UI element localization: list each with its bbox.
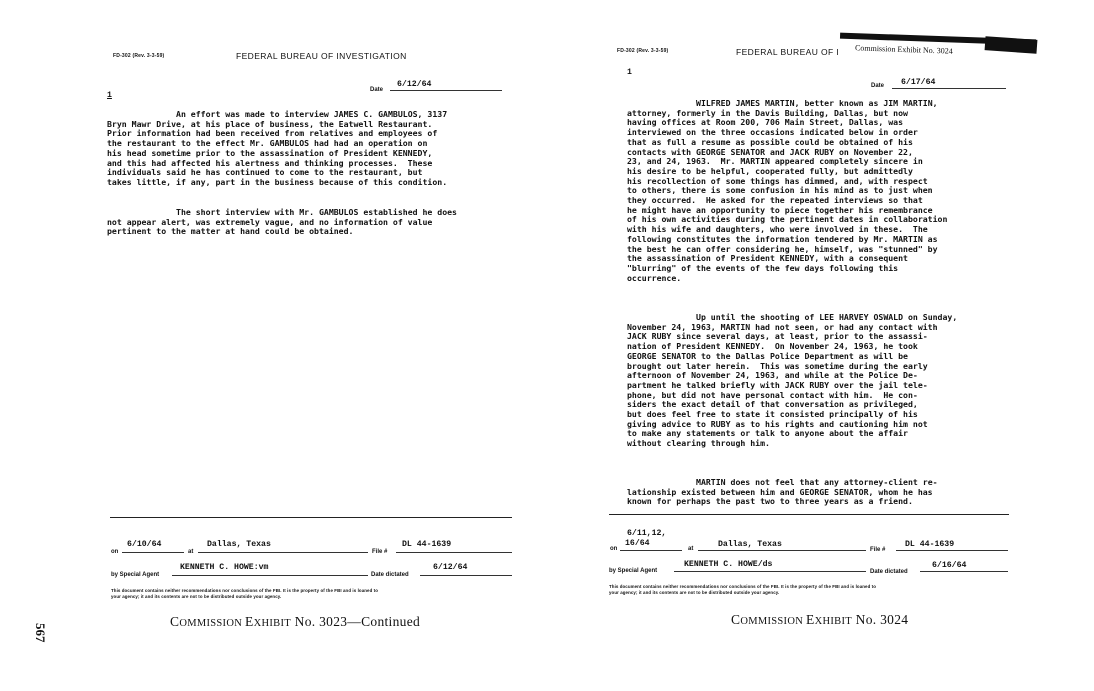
left-page-number: 1 [107,91,112,100]
left-on-underline [122,552,184,553]
left-date-label: Date [370,87,384,93]
right-file-number: DL 44-1639 [905,540,955,549]
left-at-label: at [188,549,194,555]
right-agent-name: KENNETH C. HOWE/ds [684,560,773,569]
left-dictated-label: Date dictated [371,572,409,578]
right-exhibit-caption [731,612,908,628]
right-caption-ommission: OMMISSION [740,616,807,627]
right-on-label: on [610,546,618,552]
right-agent-underline [674,571,866,572]
right-caption-c: C [731,612,741,627]
commission-exhibit-stamp: Commission Exhibit No. 3024 [854,43,953,56]
right-form-number: FD-302 (Rev. 3-3-59) [617,48,669,54]
left-form-number: FD-302 (Rev. 3-3-59) [113,53,165,59]
right-paragraph-3: MARTIN does not feel that any attorney-client re- lationship existed between him and GEORGE SENATOR, whom he has known for perhaps the past two to three years as a friend. [627,477,938,507]
left-agency-header: FEDERAL BUREAU OF INVESTIGATION [236,51,407,61]
left-paragraph-2: The short interview with Mr. GAMBULOS established he does not appear alert, was extremely vague, and no information of value pertinent to the matter at hand could be obtained. [107,207,457,237]
right-footer-rule [609,514,1009,515]
left-disclaimer: This document contains neither recommendations nor conclusions of the FBI. It is the property of the FBI and is loaned to your agency; it and its contents are not to be distributed outside your agency. [111,588,379,599]
left-caption-no: No. 3023—Continued [290,614,421,629]
left-caption-xhibit: XHIBIT [253,618,291,629]
left-caption-ommission: OMMISSION [179,618,246,629]
right-date-underline [892,88,1006,89]
right-on-underline [620,550,682,551]
right-dictated-underline [920,571,1008,572]
right-paragraph-1: WILFRED JAMES MARTIN, better known as JIM MARTIN, attorney, formerly in the Davis Building, Dallas, but now having offices at Room 200, 706 Main Street, Dallas, was interviewed on the three occasions indicated below in order that as full a resume as possible could be obtained of his contacts with GEORGE SENATOR and JACK RUBY on November 22, 23, and 24, 1963. Mr. MARTIN appeared completely sincere in his desire to be helpful, cooperated fully, but admittedly his recollection of some things has dimmed, and, with respect to others, there is some confusion in his mind as to just when they occurred. He asked for the repeated interviews so that he might have an opportunity to piece together his remembrance of his own activities during the pertinent dates in collaboration with his wife and daughters, who were involved in these. The following constitutes the information tendered by Mr. MARTIN as the best he can offer considering he, himself, was "stunned" by the assassination of President KENNEDY, with a consequent "blurring" of the events of the few days following this occurrence. [627,98,948,283]
stamp-bar-tail [985,36,1038,54]
left-date-underline [390,90,502,91]
left-file-underline [396,552,512,553]
right-on-date: 16/64 [625,539,650,548]
left-on-label: on [111,549,119,555]
left-caption-e: E [245,614,254,629]
right-location: Dallas, Texas [718,540,782,549]
right-location-underline [698,550,866,551]
left-dictated-underline [420,575,512,576]
left-date-value: 6/12/64 [397,80,432,89]
left-agent-underline [172,575,368,576]
right-disclaimer: This document contains neither recommendations nor conclusions of the FBI. It is the property of the FBI and is loaned to your agency; it and its contents are not to be distributed outside your agency. [609,584,877,595]
right-page-number: 1 [627,68,632,77]
left-file-number: DL 44-1639 [402,540,452,549]
right-paragraph-2: Up until the shooting of LEE HARVEY OSWALD on Sunday, November 24, 1963, MARTIN had not seen, or had any contact with JACK RUBY since several days, at least, prior to the assassi- nation of President KENNEDY. On November 24, 1963, he took GEORGE SENATOR to the Dallas Police Department as will be brought out later herein. This was sometime during the early afternoon of November 24, 1963, and while at the Police De- partment he talked briefly with JACK RUBY over the jail tele- phone, but did not have personal contact with him. He con- siders the exact detail of that conversation as privileged, but does feel free to state it consisted principally of his giving advice to RUBY as to his rights and cautioning him not to make any statements or talk to anyone about the affair without clearing through him. [627,312,958,449]
right-date-label: Date [871,83,885,89]
left-exhibit-caption [170,614,420,630]
right-agent-label: by Special Agent [609,568,658,574]
right-at-label: at [688,546,694,552]
left-location-underline [198,552,368,553]
right-date-value: 6/17/64 [901,78,936,87]
left-location: Dallas, Texas [207,540,271,549]
left-footer-rule [110,517,512,518]
right-dictated-date: 6/16/64 [932,561,967,570]
left-paragraph-1: An effort was made to interview JAMES C. GAMBULOS, 3137 Bryn Mawr Drive, at his place of business, the Eatwell Restaurant. Prior information had been received from relatives and employees of the restaurant to the effect Mr. GAMBULOS had had an operation on his head sometime prior to the assassination of President KENNEDY, and this had affected his alertness and thinking processes. These individuals said he has continued to come to the restaurant, but takes little, if any, part in the business because of this condition. [107,109,448,187]
right-dictated-label: Date dictated [870,569,908,575]
left-dictated-date: 6/12/64 [433,563,468,572]
left-agent-name: KENNETH C. HOWE:vm [180,563,269,572]
left-on-date: 6/10/64 [127,540,162,549]
left-agent-label: by Special Agent [111,572,160,578]
side-page-number: 567 [33,623,48,643]
right-caption-no: No. 3024 [851,612,909,627]
left-file-label: File # [372,549,388,555]
right-caption-e: E [806,612,815,627]
right-caption-xhibit: XHIBIT [814,616,852,627]
right-agency-header: FEDERAL BUREAU OF I [736,47,840,57]
right-file-underline [896,550,1008,551]
left-caption-c: C [170,614,180,629]
right-on-date-top: 6/11,12, [627,529,667,538]
right-file-label: File # [870,547,886,553]
